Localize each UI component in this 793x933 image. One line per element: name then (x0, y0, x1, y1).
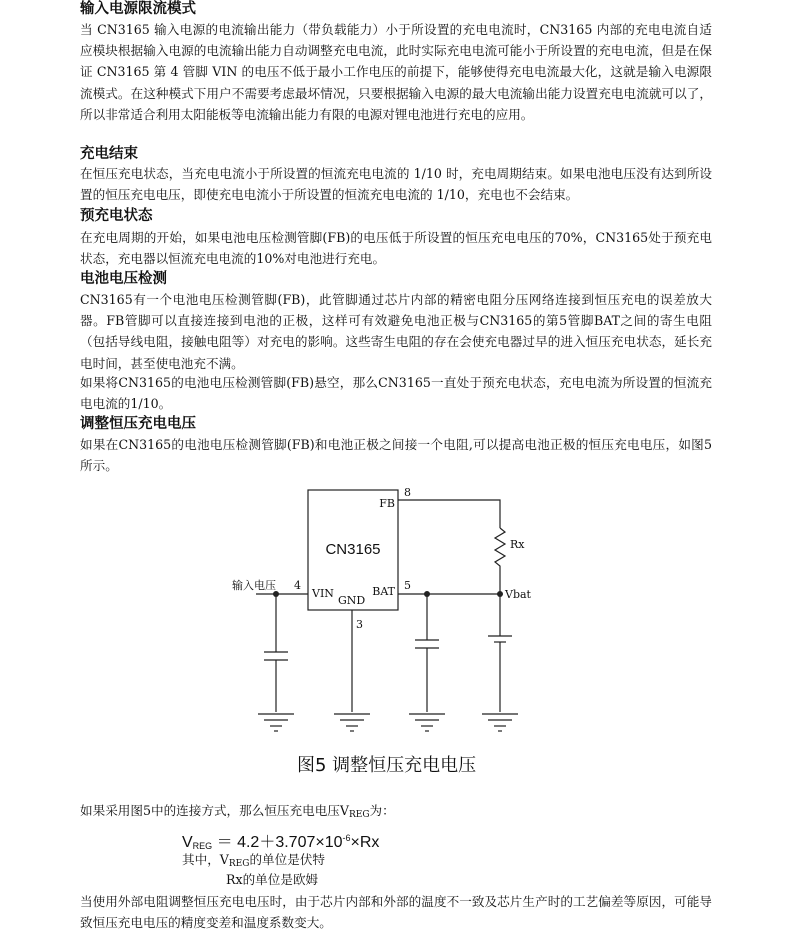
paragraph-battery-detect-2: 如果将CN3165的电池电压检测管脚(FB)悬空，那么CN3165一直处于预充电状态，充电电流为所设置的恒流充电电流的1/10。 (80, 375, 712, 412)
pin-label-gnd: GND (338, 594, 366, 607)
section-heading-adjust-voltage: 调整恒压充电电压 (80, 416, 196, 432)
paragraph-battery-detect-1: CN3165有一个电池电压检测管脚(FB)，此管脚通过芯片内部的精密电阻分压网络连接到恒压充电的误差放大器。FB管脚可以直接连接到电池的正极，这样可有效避免电池正极与CN3165的第5管脚BAT之间的寄生电阻（包括导线电阻，接触电阻等）对充电的影响。这些寄生电阻的存在会使充电器过早的进入恒压充电状态，延长充电时间，甚至使电池充不满。 (80, 292, 712, 371)
chip-label: CN3165 (325, 541, 381, 558)
paragraph-adjust-voltage: 如果在CN3165的电池电压检测管脚(FB)和电池正极之间接一个电阻,可以提高电池正极的恒压充电电压，如图5所示。 (80, 437, 712, 474)
section-heading-input-limit: 输入电源限流模式 (80, 1, 196, 17)
ground-symbol-4 (482, 714, 518, 731)
section-heading-charge-end: 充电结束 (80, 146, 138, 162)
circuit-diagram (0, 480, 793, 740)
paragraph-input-limit: 当 CN3165 输入电源的电流输出能力（带负载能力）小于所设置的充电电流时，CN3165 内部的充电电流自适应模块根据输入电源的电流输出能力自动调整充电电流，此时实际充电电流可能小于所设置的充电电流，但是在保证 CN3165 第 4 管脚 VIN 的电压不低于最小工作电压的前提下，能够使得充电电流最大化，这就是输入电源限流模式。在这种模式下用户不需要考虑最坏情况，只要根据输入电源的最大电流输出能力设置充电电流就可以了，所以非常适合利用太阳能板等电流输出能力有限的电源对锂电池进行充电的应用。 (80, 22, 712, 122)
note-vreg-unit: 其中，$V_{REG}$的单位是伏特 (182, 852, 325, 869)
input-voltage-label: 输入电压 (232, 579, 276, 592)
pin-label-bat: BAT (372, 585, 395, 598)
junction-vbat (497, 591, 503, 597)
formula-intro: 如果采用图5中的连接方式，那么恒压充电电压$V_{REG}$为： (80, 803, 395, 820)
note-rx-unit: Rx的单位是欧姆 (226, 872, 319, 887)
formula-vreg: $V_{REG} = 4.2+3.707\times 10^{-6}\times Rx$ (182, 833, 380, 851)
ground-symbol-1 (258, 714, 294, 731)
paragraph-precharge: 在充电周期的开始，如果电池电压检测管脚(FB)的电压低于所设置的恒压充电电压的70%，CN3165处于预充电状态，充电器以恒流充电电流的10%对电池进行充电。 (80, 230, 712, 267)
pin-number-gnd: 3 (356, 618, 363, 631)
closing-paragraph: 当使用外部电阻调整恒压充电电压时，由于芯片内部和外部的温度不一致及芯片生产时的工艺偏差等原因，可能导致恒压充电电压的精度变差和温度系数变大。 (80, 894, 712, 931)
resistor-label: Rx (510, 538, 525, 551)
pin-label-vin: VIN (312, 587, 334, 600)
section-heading-battery-detect: 电池电压检测 (80, 271, 167, 287)
pin-number-fb: 8 (404, 486, 411, 499)
pin-number-bat: 5 (404, 579, 411, 592)
ground-symbol-3 (409, 714, 445, 731)
ground-symbol-2 (334, 714, 370, 731)
vbat-label: Vbat (505, 588, 531, 601)
paragraph-charge-end: 在恒压充电状态，当充电电流小于所设置的恒流充电电流的 1/10 时，充电周期结束。如果电池电压没有达到所设置的恒压充电电压，即使充电电流小于所设置的恒流充电电流的 1/10，充电也不会结束。 (80, 166, 712, 203)
junction-bat (424, 591, 430, 597)
pin-number-vin: 4 (294, 579, 301, 592)
section-heading-precharge: 预充电状态 (80, 208, 153, 224)
pin-label-fb: FB (379, 497, 395, 510)
figure-caption: 图5 调整恒压充电电压 (297, 755, 477, 776)
